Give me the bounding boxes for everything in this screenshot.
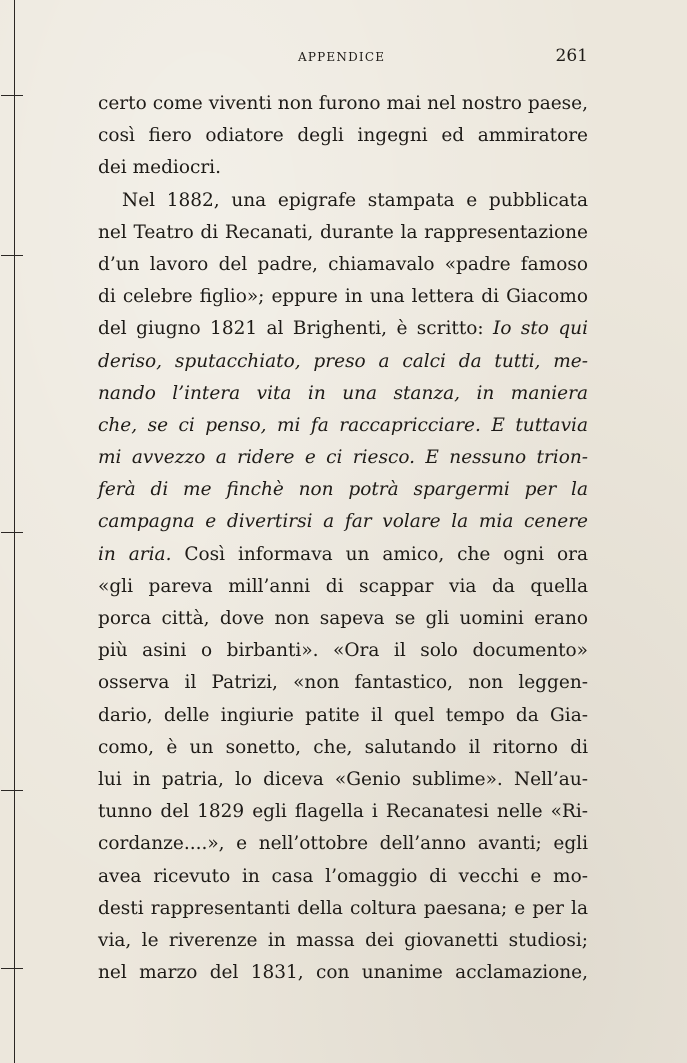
- text-segment: nel marzo del 1831, con unanime acclamazione,: [98, 962, 588, 984]
- body-text: [98, 88, 588, 989]
- text-line: [98, 217, 588, 249]
- text-segment: più asini o birbanti». «Ora il solo documento»: [98, 640, 588, 662]
- text-line: [98, 603, 588, 635]
- text-line: [98, 313, 588, 345]
- text-line: [98, 700, 588, 732]
- text-segment: osserva il Patrizi, «non fantastico, non leggen-: [98, 672, 588, 694]
- text-line: [98, 539, 588, 571]
- binding-edge: [14, 0, 25, 1063]
- text-line: [98, 925, 588, 957]
- text-line: [98, 796, 588, 828]
- text-line: [98, 474, 588, 506]
- text-segment: tunno del 1829 egli flagella i Recanatesi nelle «Ri-: [98, 801, 588, 823]
- italic-quote-segment: che, se ci penso, mi fa raccapricciare. E tuttavia: [98, 414, 588, 436]
- italic-quote-segment: Io sto qui: [493, 318, 588, 340]
- text-segment: nel Teatro di Recanati, durante la rappresentazione: [98, 221, 588, 243]
- italic-quote-segment: nando l’intera vita in una stanza, in maniera: [98, 382, 588, 404]
- text-line: [98, 571, 588, 603]
- text-segment: dario, delle ingiurie patite il quel tempo da Gia-: [98, 704, 588, 726]
- running-head: [98, 46, 588, 70]
- text-line: [98, 120, 588, 152]
- text-line: [98, 635, 588, 667]
- page-number: 261: [555, 46, 588, 66]
- text-segment: così fiero odiatore degli ingegni ed ammiratore: [98, 125, 588, 147]
- text-line: [98, 88, 588, 120]
- running-head-title: APPENDICE: [298, 50, 386, 64]
- text-line: [98, 378, 588, 410]
- text-segment: «gli pareva mill’anni di scappar via da quella: [98, 575, 588, 597]
- binding-mark: [1, 790, 23, 791]
- text-line: [98, 152, 588, 184]
- text-line: [98, 281, 588, 313]
- text-line: [98, 893, 588, 925]
- binding-mark: [1, 255, 23, 256]
- text-segment: d’un lavoro del padre, chiamavalo «padre famoso: [98, 253, 588, 275]
- binding-mark: [1, 95, 23, 96]
- text-segment: dei mediocri.: [98, 157, 221, 179]
- text-segment: como, è un sonetto, che, salutando il ritorno di: [98, 736, 588, 758]
- text-segment: Così informava un amico, che ogni ora: [171, 543, 588, 565]
- text-segment: Nel 1882, una epigrafe stampata e pubblicata: [122, 189, 588, 211]
- text-line: [98, 506, 588, 538]
- text-line: [98, 861, 588, 893]
- italic-quote-segment: campagna e divertirsi a far volare la mia cenere: [98, 511, 588, 533]
- text-segment: del giugno 1821 al Brighenti, è scritto:: [98, 318, 494, 340]
- text-line: [98, 732, 588, 764]
- italic-quote-segment: ferà di me finchè non potrà spargermi per la: [98, 479, 588, 501]
- text-segment: porca città, dove non sapeva se gli uomini erano: [98, 608, 588, 629]
- text-segment: via, le riverenze in massa dei giovanetti studiosi;: [98, 929, 588, 951]
- text-line: [98, 249, 588, 281]
- text-segment: lui in patria, lo diceva «Genio sublime». Nell’au-: [98, 768, 588, 790]
- text-segment: certo come viventi non furono mai nel nostro paese,: [98, 93, 588, 114]
- binding-mark: [1, 968, 23, 969]
- text-segment: avea ricevuto in casa l’omaggio di vecchi e mo-: [98, 865, 588, 887]
- text-line: [98, 410, 588, 442]
- italic-quote-segment: mi avvezzo a ridere e ci riesco. E nessuno trion-: [98, 447, 588, 469]
- text-line: [98, 185, 588, 217]
- text-line: [98, 442, 588, 474]
- text-segment: cordanze....», e nell’ottobre dell’anno avanti; egli: [98, 833, 588, 855]
- binding-mark: [1, 532, 23, 533]
- italic-quote-segment: in aria.: [98, 543, 172, 565]
- text-segment: di celebre figlio»; eppure in una lettera di Giacomo: [98, 286, 588, 308]
- text-line: [98, 667, 588, 699]
- text-segment: desti rappresentanti della coltura paesana; e per la: [98, 897, 588, 919]
- text-line: [98, 957, 588, 989]
- text-line: [98, 764, 588, 796]
- text-line: [98, 828, 588, 860]
- italic-quote-segment: deriso, sputacchiato, preso a calci da tutti, me-: [98, 350, 588, 372]
- text-line: [98, 346, 588, 378]
